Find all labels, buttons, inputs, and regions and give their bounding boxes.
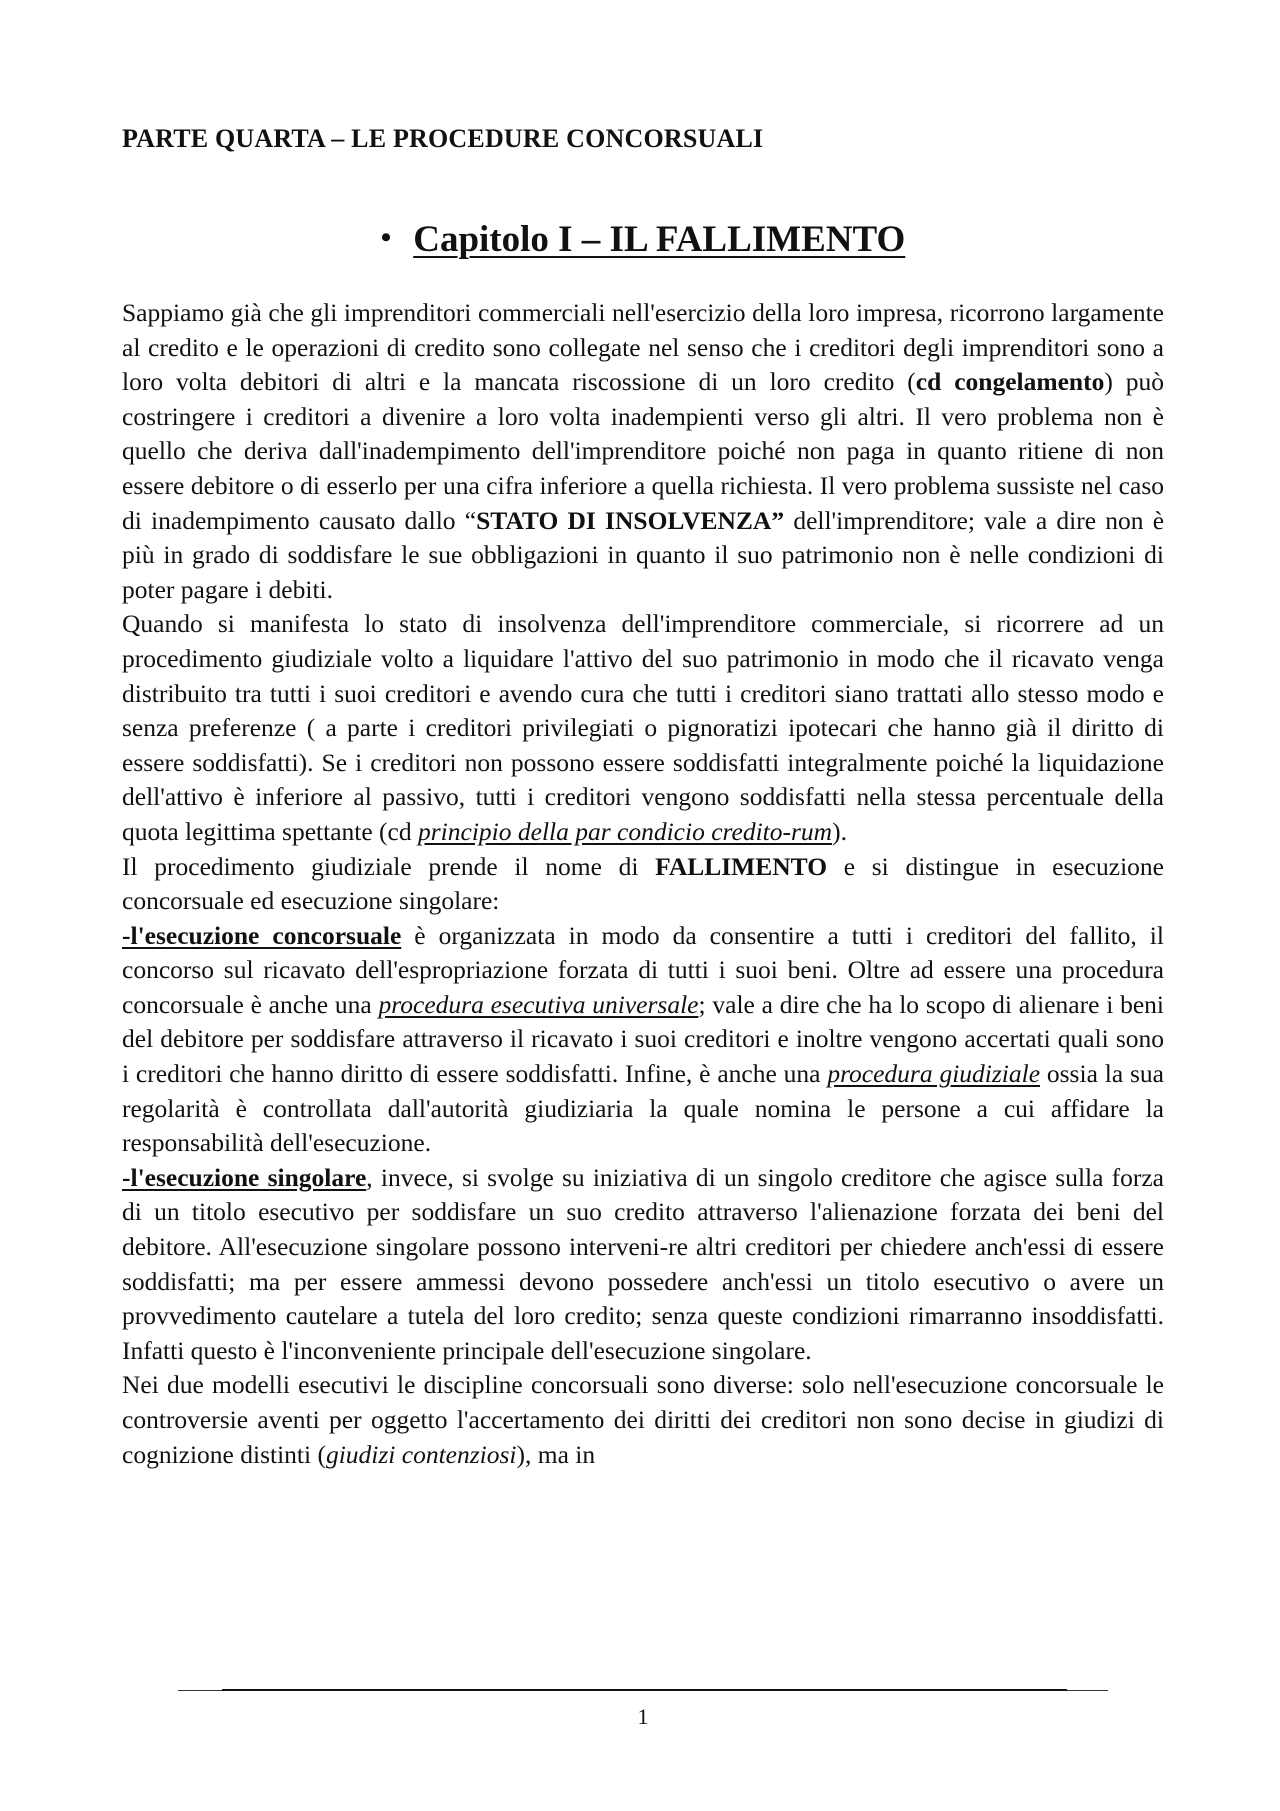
section-term: -l'esecuzione concorsuale: [122, 920, 402, 950]
text-run: dell'imprenditore; vale a dire non è più in grado di soddisfare le sue obbligazioni in quanto il suo patrimonio non è nelle condizioni di poter pagare i debiti.: [122, 505, 1165, 604]
text-run: ; vale a dire che ha lo scopo di alienare i beni del debitore per soddisfare attraverso il ricavato i suoi creditori e inoltre vengono accertati quali sono i creditori che hanno diritto di essere soddisfatti. Infine, è anche una: [122, 989, 1164, 1089]
text-run: e si distingue in esecuzione concorsuale ed esecuzione singolare:: [122, 851, 1164, 916]
chapter-heading: [122, 218, 1164, 261]
bold-term: STATO DI INSOLVENZA”: [476, 505, 785, 535]
text-run: è organizzata in modo da consentire a tutti i creditori del fallito, il concorso sul ricavato dell'espropriazione forzata di tutti i suoi beni. Oltre ad essere una procedura concorsuale è anche una: [122, 920, 1164, 1019]
text-run: ossia la sua regolarità è controllata dall'autorità giudiziaria la quale nomina le persone a cui affidare la responsabilità dell'esecuzione.: [122, 1059, 1164, 1158]
paragraph-3: [122, 850, 1164, 919]
paragraph-1: [122, 296, 1164, 607]
section-term: -l'esecuzione singolare: [122, 1162, 367, 1192]
paragraph-2: [122, 607, 1164, 849]
body-text: [122, 296, 1164, 1472]
text-run: ) può costringere i creditori a divenire a loro volta inadempienti verso gli altri. Il vero problema non è quello che deriva dall'inadempimento dell'imprenditore poiché non paga in quanto ritiene di non essere debitore o di esserlo per una cifra inferiore a quella richiesta. Il vero problema sussiste nel caso di inadempimento causato dallo “: [122, 367, 1164, 535]
part-title: PARTE QUARTA – LE PROCEDURE CONCORSUALI: [122, 124, 764, 153]
text-run: Sappiamo già che gli imprenditori commerciali nell'esercizio della loro impresa, ricorrono largamente al credito e le operazioni di credito sono collegate nel senso che i creditori degli imprenditori sono a loro volta debitori di altri e la mancata riscossione di un loro credito (: [122, 298, 1164, 397]
emphasized-term: procedura esecutiva universale: [378, 989, 699, 1019]
bold-term: FALLIMENTO: [655, 851, 828, 881]
document-page: [122, 0, 1164, 1811]
text-run: Il procedimento giudiziale prende il nome di: [122, 851, 656, 881]
italic-term: giudizi contenziosi: [325, 1439, 517, 1469]
page-number: 1: [637, 1704, 649, 1729]
text-run: ), ma in: [516, 1439, 596, 1469]
paragraph-5: [122, 1161, 1164, 1369]
footer-divider-bold: [222, 1689, 1067, 1691]
text-run: Nei due modelli esecutivi le discipline concorsuali sono diverse: solo nell'esecuzione concorsuale le controversie aventi per oggetto l'accertamento dei diritti dei creditori non sono decise in giudizi di cognizione distinti (: [122, 1370, 1164, 1469]
text-run: ).: [832, 816, 847, 846]
emphasized-term: principio della par condicio credito-rum: [418, 816, 833, 846]
bold-term: cd congelamento: [915, 367, 1105, 397]
paragraph-6: [122, 1368, 1164, 1472]
paragraph-4: [122, 919, 1164, 1161]
text-run: , invece, si svolge su iniziativa di un singolo creditore che agisce sulla forza di un titolo esecutivo per soddisfare un suo credito attraverso l'alienazione forzata dei beni del debitore. All'esecuzione singolare possono interveni-re altri creditori per chiedere anch'essi di essere soddisfatti; ma per essere ammessi devono possedere anch'essi un titolo esecutivo o avere un provvedimento cautelare a tutela del loro credito; senza queste condizioni rimarranno insoddisfatti. Infatti questo è l'inconveniente principale dell'esecuzione singolare.: [122, 1162, 1164, 1365]
text-run: Quando si manifesta lo stato di insolvenza dell'imprenditore commerciale, si ricorrere ad un procedimento giudiziale volto a liquidare l'attivo del suo patrimonio in modo che il ricavato venga distribuito tra tutti i suoi creditori e avendo cura che tutti i creditori siano trattati allo stesso modo e senza preferenze ( a parte i creditori privilegiati o pignoratizi ipotecari che hanno già il diritto di essere soddisfatti). Se i creditori non possono essere soddisfatti integralmente poiché la liquidazione dell'attivo è inferiore al passivo, tutti i creditori vengono soddisfatti nella stessa percentuale della quota legittima spettante (cd: [122, 609, 1164, 846]
emphasized-term: procedura giudiziale: [827, 1059, 1041, 1089]
chapter-title: Capitolo I – IL FALLIMENTO: [413, 219, 906, 260]
bullet-icon: •: [380, 221, 392, 254]
